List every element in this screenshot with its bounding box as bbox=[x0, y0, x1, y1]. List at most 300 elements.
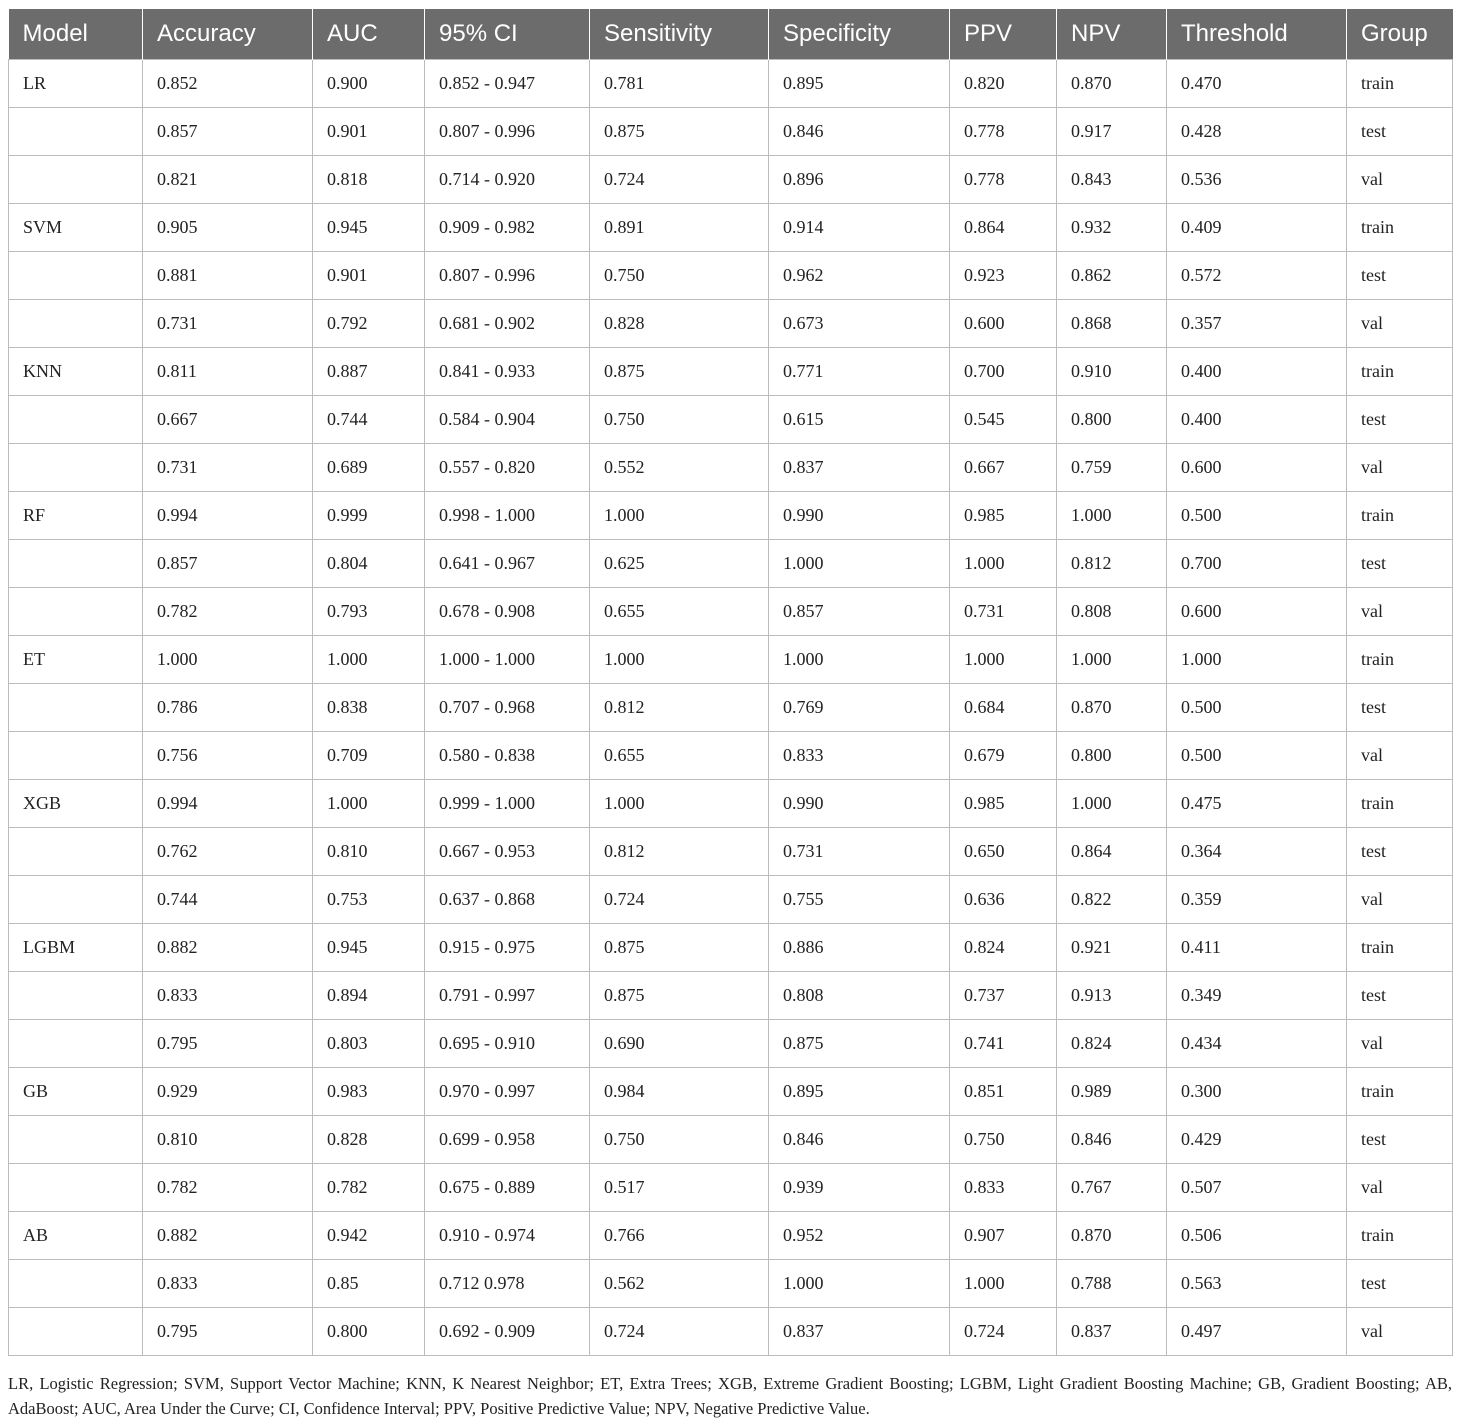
table-cell: 0.795 bbox=[143, 1020, 313, 1068]
table-cell: 0.759 bbox=[1057, 444, 1167, 492]
table-cell: 0.875 bbox=[769, 1020, 950, 1068]
table-cell: 0.990 bbox=[769, 492, 950, 540]
table-cell: test bbox=[1347, 540, 1453, 588]
table-row bbox=[9, 444, 1453, 492]
table-cell: test bbox=[1347, 396, 1453, 444]
table-cell: 0.800 bbox=[1057, 396, 1167, 444]
table-row bbox=[9, 1260, 1453, 1308]
table-cell: 0.989 bbox=[1057, 1068, 1167, 1116]
table-cell: 0.434 bbox=[1167, 1020, 1347, 1068]
table-cell: 0.857 bbox=[143, 108, 313, 156]
table-cell: 0.833 bbox=[143, 972, 313, 1020]
table-cell: 0.724 bbox=[590, 1308, 769, 1356]
table-cell: 0.915 - 0.975 bbox=[425, 924, 590, 972]
table-cell: 0.910 bbox=[1057, 348, 1167, 396]
table-cell: 0.756 bbox=[143, 732, 313, 780]
table-cell: GB bbox=[9, 1068, 143, 1116]
table-cell: RF bbox=[9, 492, 143, 540]
table-cell: 0.864 bbox=[950, 204, 1057, 252]
table-cell: 0.833 bbox=[769, 732, 950, 780]
table-cell: 1.000 bbox=[950, 540, 1057, 588]
table-cell bbox=[9, 684, 143, 732]
table-cell: 0.999 - 1.000 bbox=[425, 780, 590, 828]
table-cell: 0.791 - 0.997 bbox=[425, 972, 590, 1020]
table-cell: 0.655 bbox=[590, 588, 769, 636]
table-cell: 1.000 bbox=[769, 540, 950, 588]
table-cell: 0.837 bbox=[769, 444, 950, 492]
table-cell bbox=[9, 1020, 143, 1068]
table-cell: 0.600 bbox=[1167, 588, 1347, 636]
table-cell: 0.909 - 0.982 bbox=[425, 204, 590, 252]
table-cell: 0.689 bbox=[313, 444, 425, 492]
table-row bbox=[9, 252, 1453, 300]
table-cell: 0.929 bbox=[143, 1068, 313, 1116]
table-cell: 0.675 - 0.889 bbox=[425, 1164, 590, 1212]
table-cell: 0.870 bbox=[1057, 60, 1167, 108]
table-cell: 0.536 bbox=[1167, 156, 1347, 204]
table-cell: 0.679 bbox=[950, 732, 1057, 780]
table-cell: 0.782 bbox=[313, 1164, 425, 1212]
table-cell: 0.724 bbox=[590, 156, 769, 204]
table-cell: AB bbox=[9, 1212, 143, 1260]
table-cell: 0.875 bbox=[590, 972, 769, 1020]
table-cell: 0.841 - 0.933 bbox=[425, 348, 590, 396]
column-header: Specificity bbox=[769, 9, 950, 60]
column-header: AUC bbox=[313, 9, 425, 60]
table-cell: 0.875 bbox=[590, 924, 769, 972]
table-cell: 1.000 bbox=[590, 780, 769, 828]
table-cell: val bbox=[1347, 1020, 1453, 1068]
table-cell: 0.769 bbox=[769, 684, 950, 732]
table-cell: 0.600 bbox=[950, 300, 1057, 348]
table-cell: 1.000 bbox=[1167, 636, 1347, 684]
table-row bbox=[9, 396, 1453, 444]
table-cell: 0.755 bbox=[769, 876, 950, 924]
table-cell: 0.852 - 0.947 bbox=[425, 60, 590, 108]
table-header bbox=[9, 9, 1453, 60]
table-cell: val bbox=[1347, 156, 1453, 204]
table-cell: 0.744 bbox=[313, 396, 425, 444]
table-row bbox=[9, 1068, 1453, 1116]
table-cell: 0.750 bbox=[590, 396, 769, 444]
table-row bbox=[9, 108, 1453, 156]
table-cell: 0.500 bbox=[1167, 684, 1347, 732]
table-cell: 1.000 bbox=[143, 636, 313, 684]
table-cell: 0.838 bbox=[313, 684, 425, 732]
table-cell: 1.000 bbox=[950, 636, 1057, 684]
table-cell: 1.000 bbox=[769, 1260, 950, 1308]
table-cell: 0.901 bbox=[313, 108, 425, 156]
table-cell: 0.429 bbox=[1167, 1116, 1347, 1164]
table-cell: 0.824 bbox=[950, 924, 1057, 972]
table-cell: 0.862 bbox=[1057, 252, 1167, 300]
table-row bbox=[9, 492, 1453, 540]
table-cell: 0.917 bbox=[1057, 108, 1167, 156]
table-row bbox=[9, 156, 1453, 204]
table-cell: 0.700 bbox=[950, 348, 1057, 396]
table-cell: 0.667 - 0.953 bbox=[425, 828, 590, 876]
table-cell bbox=[9, 108, 143, 156]
table-cell: 0.942 bbox=[313, 1212, 425, 1260]
table-row bbox=[9, 828, 1453, 876]
table-cell: 0.882 bbox=[143, 924, 313, 972]
table-cell: 0.690 bbox=[590, 1020, 769, 1068]
table-cell bbox=[9, 444, 143, 492]
table-row bbox=[9, 1164, 1453, 1212]
table-cell: 0.500 bbox=[1167, 492, 1347, 540]
table-cell: 0.824 bbox=[1057, 1020, 1167, 1068]
table-cell: 0.945 bbox=[313, 924, 425, 972]
table-cell: 0.886 bbox=[769, 924, 950, 972]
column-header: Sensitivity bbox=[590, 9, 769, 60]
table-cell: LR bbox=[9, 60, 143, 108]
table-cell: 0.771 bbox=[769, 348, 950, 396]
table-row bbox=[9, 924, 1453, 972]
table-cell: 1.000 bbox=[313, 780, 425, 828]
table-cell: 0.808 bbox=[769, 972, 950, 1020]
table-cell: 0.667 bbox=[950, 444, 1057, 492]
table-cell: ET bbox=[9, 636, 143, 684]
table-cell: test bbox=[1347, 1260, 1453, 1308]
table-row bbox=[9, 972, 1453, 1020]
table-cell: train bbox=[1347, 60, 1453, 108]
table-cell: 0.932 bbox=[1057, 204, 1167, 252]
table-row bbox=[9, 876, 1453, 924]
table-cell: 0.475 bbox=[1167, 780, 1347, 828]
table-cell: 1.000 - 1.000 bbox=[425, 636, 590, 684]
column-header: PPV bbox=[950, 9, 1057, 60]
header-row bbox=[9, 9, 1453, 60]
table-row bbox=[9, 204, 1453, 252]
table-cell: XGB bbox=[9, 780, 143, 828]
table-cell: 0.655 bbox=[590, 732, 769, 780]
table-cell: 0.517 bbox=[590, 1164, 769, 1212]
table-cell bbox=[9, 876, 143, 924]
table-cell: 0.782 bbox=[143, 1164, 313, 1212]
table-cell: 0.821 bbox=[143, 156, 313, 204]
table-cell: 0.921 bbox=[1057, 924, 1167, 972]
table-cell: 0.724 bbox=[950, 1308, 1057, 1356]
table-cell: 1.000 bbox=[590, 636, 769, 684]
column-header: Group bbox=[1347, 9, 1453, 60]
table-cell bbox=[9, 1164, 143, 1212]
table-cell: 0.641 - 0.967 bbox=[425, 540, 590, 588]
table-cell: 0.913 bbox=[1057, 972, 1167, 1020]
table-cell: val bbox=[1347, 1164, 1453, 1212]
table-cell: 0.994 bbox=[143, 780, 313, 828]
table-cell: LGBM bbox=[9, 924, 143, 972]
table-cell: 0.939 bbox=[769, 1164, 950, 1212]
table-cell: 0.905 bbox=[143, 204, 313, 252]
table-cell: 0.894 bbox=[313, 972, 425, 1020]
table-cell: 0.812 bbox=[1057, 540, 1167, 588]
table-cell: 0.636 bbox=[950, 876, 1057, 924]
table-cell: 0.828 bbox=[590, 300, 769, 348]
table-cell bbox=[9, 156, 143, 204]
table-cell: 1.000 bbox=[590, 492, 769, 540]
table-cell: 0.500 bbox=[1167, 732, 1347, 780]
table-cell: 0.882 bbox=[143, 1212, 313, 1260]
table-cell: 0.357 bbox=[1167, 300, 1347, 348]
table-cell: 0.600 bbox=[1167, 444, 1347, 492]
table-row bbox=[9, 636, 1453, 684]
table-cell: 0.822 bbox=[1057, 876, 1167, 924]
table-cell: train bbox=[1347, 924, 1453, 972]
table-cell: 0.782 bbox=[143, 588, 313, 636]
table-cell: 1.000 bbox=[950, 1260, 1057, 1308]
table-cell: 0.910 - 0.974 bbox=[425, 1212, 590, 1260]
table-cell: 0.650 bbox=[950, 828, 1057, 876]
table-footnote: LR, Logistic Regression; SVM, Support Vector Machine; KNN, K Nearest Neighbor; ET, Extra Trees; XGB, Extreme Gradient Boosting; LGBM, Light Gradient Boosting Machine; GB, Gradient Boosting; AB, AdaBoost; AUC, Area Under the Curve; CI, Confidence Interval; PPV, Positive Predictive Value; NPV, Negative Predictive Value. bbox=[8, 1374, 1452, 1418]
table-cell: 0.870 bbox=[1057, 684, 1167, 732]
table-cell: 0.731 bbox=[143, 444, 313, 492]
table-cell: 0.300 bbox=[1167, 1068, 1347, 1116]
table-row bbox=[9, 1116, 1453, 1164]
table-cell: val bbox=[1347, 876, 1453, 924]
table-cell: 0.793 bbox=[313, 588, 425, 636]
table-cell: 0.875 bbox=[590, 348, 769, 396]
table-cell: 0.990 bbox=[769, 780, 950, 828]
table-cell: 0.625 bbox=[590, 540, 769, 588]
table-cell bbox=[9, 828, 143, 876]
table-cell bbox=[9, 1260, 143, 1308]
table-cell: test bbox=[1347, 252, 1453, 300]
table-cell: 0.786 bbox=[143, 684, 313, 732]
table-cell: 0.837 bbox=[769, 1308, 950, 1356]
table-cell: 0.667 bbox=[143, 396, 313, 444]
table-cell: 0.778 bbox=[950, 108, 1057, 156]
table-cell: 0.557 - 0.820 bbox=[425, 444, 590, 492]
table-cell bbox=[9, 300, 143, 348]
table-cell: 0.852 bbox=[143, 60, 313, 108]
table-cell: 0.807 - 0.996 bbox=[425, 108, 590, 156]
table-cell: 0.563 bbox=[1167, 1260, 1347, 1308]
table-cell: 0.800 bbox=[1057, 732, 1167, 780]
table-cell: 1.000 bbox=[313, 636, 425, 684]
table-cell: 0.800 bbox=[313, 1308, 425, 1356]
table-cell: 0.998 - 1.000 bbox=[425, 492, 590, 540]
table-cell: 0.810 bbox=[313, 828, 425, 876]
table-cell: 0.792 bbox=[313, 300, 425, 348]
table-cell: 0.400 bbox=[1167, 348, 1347, 396]
table-cell: train bbox=[1347, 204, 1453, 252]
table-cell: 0.428 bbox=[1167, 108, 1347, 156]
table-row bbox=[9, 60, 1453, 108]
table-cell: train bbox=[1347, 780, 1453, 828]
table-cell: 0.820 bbox=[950, 60, 1057, 108]
table-cell: 0.983 bbox=[313, 1068, 425, 1116]
table-cell: 0.411 bbox=[1167, 924, 1347, 972]
table-cell: 0.724 bbox=[590, 876, 769, 924]
table-row bbox=[9, 1212, 1453, 1260]
table-cell: val bbox=[1347, 732, 1453, 780]
table-row bbox=[9, 1020, 1453, 1068]
table-cell: 0.497 bbox=[1167, 1308, 1347, 1356]
table-cell: 0.895 bbox=[769, 1068, 950, 1116]
table-cell: 0.637 - 0.868 bbox=[425, 876, 590, 924]
column-header: NPV bbox=[1057, 9, 1167, 60]
model-performance-table bbox=[8, 9, 1453, 1356]
table-cell: 0.552 bbox=[590, 444, 769, 492]
table-cell: 0.681 - 0.902 bbox=[425, 300, 590, 348]
table-row bbox=[9, 1308, 1453, 1356]
table-cell: 0.984 bbox=[590, 1068, 769, 1116]
table-cell: 0.744 bbox=[143, 876, 313, 924]
table-row bbox=[9, 348, 1453, 396]
table-cell: 0.811 bbox=[143, 348, 313, 396]
table-cell: test bbox=[1347, 972, 1453, 1020]
table-cell: 0.762 bbox=[143, 828, 313, 876]
table-cell: 0.349 bbox=[1167, 972, 1347, 1020]
table-cell: train bbox=[1347, 492, 1453, 540]
table-cell: 0.767 bbox=[1057, 1164, 1167, 1212]
table-cell: 0.712 0.978 bbox=[425, 1260, 590, 1308]
table-cell: 0.615 bbox=[769, 396, 950, 444]
table-cell: 0.945 bbox=[313, 204, 425, 252]
table-cell: 0.741 bbox=[950, 1020, 1057, 1068]
table-cell: 0.846 bbox=[769, 108, 950, 156]
table-cell: 0.684 bbox=[950, 684, 1057, 732]
table-cell: 0.846 bbox=[769, 1116, 950, 1164]
table-cell: test bbox=[1347, 108, 1453, 156]
table-cell: 0.804 bbox=[313, 540, 425, 588]
table-cell: test bbox=[1347, 684, 1453, 732]
table-cell: 0.562 bbox=[590, 1260, 769, 1308]
table-cell: 0.506 bbox=[1167, 1212, 1347, 1260]
table-cell: 0.750 bbox=[950, 1116, 1057, 1164]
table-cell: 0.781 bbox=[590, 60, 769, 108]
table-cell: 0.907 bbox=[950, 1212, 1057, 1260]
table-cell: 0.699 - 0.958 bbox=[425, 1116, 590, 1164]
table-cell: 0.851 bbox=[950, 1068, 1057, 1116]
table-cell: 0.962 bbox=[769, 252, 950, 300]
table-cell: 0.731 bbox=[769, 828, 950, 876]
table-cell: 0.818 bbox=[313, 156, 425, 204]
table-cell: 1.000 bbox=[1057, 492, 1167, 540]
table-cell: 0.857 bbox=[769, 588, 950, 636]
table-row bbox=[9, 588, 1453, 636]
table-cell: 0.470 bbox=[1167, 60, 1347, 108]
table-row bbox=[9, 732, 1453, 780]
table-cell: 0.970 - 0.997 bbox=[425, 1068, 590, 1116]
table-cell: 0.923 bbox=[950, 252, 1057, 300]
table-cell: 0.364 bbox=[1167, 828, 1347, 876]
table-cell: 0.359 bbox=[1167, 876, 1347, 924]
table-cell: val bbox=[1347, 1308, 1453, 1356]
table-cell: 0.545 bbox=[950, 396, 1057, 444]
column-header: Accuracy bbox=[143, 9, 313, 60]
table-cell: 0.795 bbox=[143, 1308, 313, 1356]
table-cell: 0.870 bbox=[1057, 1212, 1167, 1260]
table-cell: 0.896 bbox=[769, 156, 950, 204]
table-cell: 0.400 bbox=[1167, 396, 1347, 444]
table-cell: 0.750 bbox=[590, 1116, 769, 1164]
table-cell: val bbox=[1347, 588, 1453, 636]
column-header: 95% CI bbox=[425, 9, 590, 60]
table-cell: train bbox=[1347, 1212, 1453, 1260]
table-cell: 0.584 - 0.904 bbox=[425, 396, 590, 444]
table-cell bbox=[9, 972, 143, 1020]
table-cell: val bbox=[1347, 444, 1453, 492]
table-cell: 0.812 bbox=[590, 684, 769, 732]
table-cell: 0.673 bbox=[769, 300, 950, 348]
table-cell: 0.810 bbox=[143, 1116, 313, 1164]
table-cell: 0.881 bbox=[143, 252, 313, 300]
table-cell: 0.753 bbox=[313, 876, 425, 924]
table-cell: 0.714 - 0.920 bbox=[425, 156, 590, 204]
table-row bbox=[9, 540, 1453, 588]
table-cell: train bbox=[1347, 348, 1453, 396]
table-cell: train bbox=[1347, 636, 1453, 684]
table-cell: 0.766 bbox=[590, 1212, 769, 1260]
table-cell: 1.000 bbox=[1057, 780, 1167, 828]
table-row bbox=[9, 780, 1453, 828]
table-cell: 0.700 bbox=[1167, 540, 1347, 588]
table-cell: 0.707 - 0.968 bbox=[425, 684, 590, 732]
table-cell bbox=[9, 732, 143, 780]
column-header: Model bbox=[9, 9, 143, 60]
table-cell: 0.409 bbox=[1167, 204, 1347, 252]
table-cell: 1.000 bbox=[769, 636, 950, 684]
table-cell: 0.833 bbox=[950, 1164, 1057, 1212]
column-header: Threshold bbox=[1167, 9, 1347, 60]
table-cell: 0.807 - 0.996 bbox=[425, 252, 590, 300]
table-cell bbox=[9, 252, 143, 300]
table-cell: 1.000 bbox=[1057, 636, 1167, 684]
table-cell bbox=[9, 396, 143, 444]
table-cell: 0.828 bbox=[313, 1116, 425, 1164]
table-cell: 0.580 - 0.838 bbox=[425, 732, 590, 780]
table-cell: 0.887 bbox=[313, 348, 425, 396]
table-cell bbox=[9, 1308, 143, 1356]
results-table-container bbox=[8, 9, 1452, 1356]
table-cell: 0.788 bbox=[1057, 1260, 1167, 1308]
table-cell: 0.695 - 0.910 bbox=[425, 1020, 590, 1068]
table-cell: 0.85 bbox=[313, 1260, 425, 1308]
table-cell bbox=[9, 1116, 143, 1164]
table-cell: 0.572 bbox=[1167, 252, 1347, 300]
table-cell: 0.678 - 0.908 bbox=[425, 588, 590, 636]
table-cell: 0.868 bbox=[1057, 300, 1167, 348]
table-cell: 0.731 bbox=[143, 300, 313, 348]
table-cell: 0.895 bbox=[769, 60, 950, 108]
table-cell: 0.808 bbox=[1057, 588, 1167, 636]
table-cell: 0.737 bbox=[950, 972, 1057, 1020]
table-cell: 0.994 bbox=[143, 492, 313, 540]
table-cell: 0.952 bbox=[769, 1212, 950, 1260]
table-cell: 0.901 bbox=[313, 252, 425, 300]
table-cell bbox=[9, 588, 143, 636]
table-cell: 0.914 bbox=[769, 204, 950, 252]
table-cell: 0.692 - 0.909 bbox=[425, 1308, 590, 1356]
table-cell: val bbox=[1347, 300, 1453, 348]
table-cell: 0.843 bbox=[1057, 156, 1167, 204]
table-cell: 0.812 bbox=[590, 828, 769, 876]
table-cell bbox=[9, 540, 143, 588]
table-cell: 0.999 bbox=[313, 492, 425, 540]
table-cell: test bbox=[1347, 1116, 1453, 1164]
table-cell: train bbox=[1347, 1068, 1453, 1116]
table-cell: 0.750 bbox=[590, 252, 769, 300]
table-cell: 0.837 bbox=[1057, 1308, 1167, 1356]
table-cell: 0.864 bbox=[1057, 828, 1167, 876]
table-cell: 0.900 bbox=[313, 60, 425, 108]
table-body bbox=[9, 60, 1453, 1356]
table-row bbox=[9, 300, 1453, 348]
table-cell: KNN bbox=[9, 348, 143, 396]
table-row bbox=[9, 684, 1453, 732]
table-cell: 0.778 bbox=[950, 156, 1057, 204]
